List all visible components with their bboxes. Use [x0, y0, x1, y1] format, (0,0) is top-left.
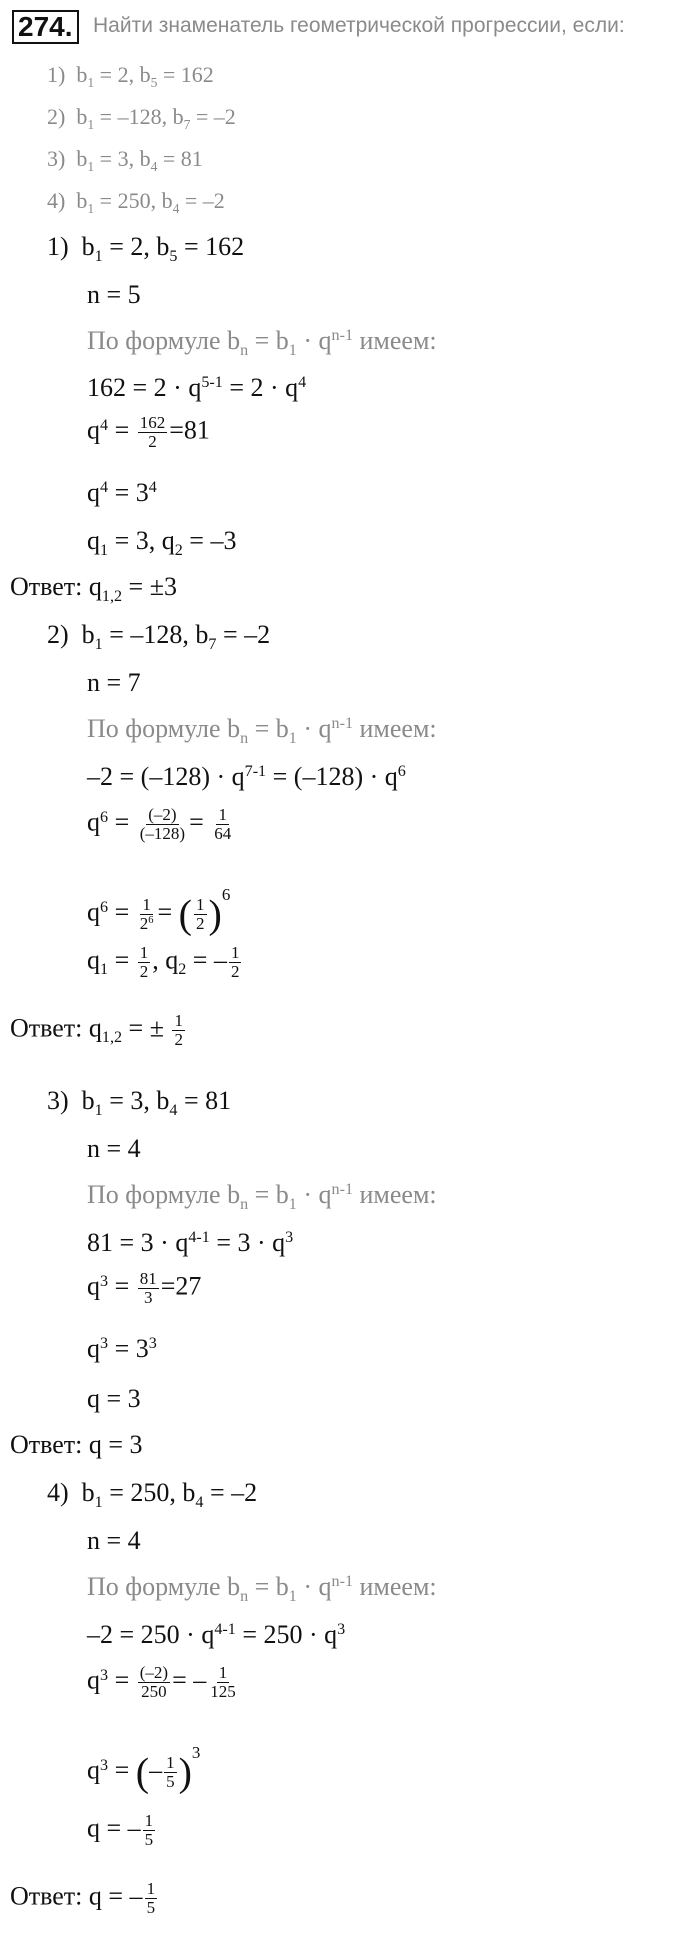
s2-line5: $q^6$ = $\frac{(-2)}{(-128)}$ = $\frac{1}{64}$	[87, 805, 232, 843]
s2-given: 2) $b_1 = -128$, $b_7 = -2$	[47, 620, 271, 653]
s2-line7: $q_1$ = $\frac{1}{2}$ , $q_2$ = – $\frac{1}{2}$	[87, 943, 240, 981]
s2-answer: Ответ: $q_{1,2}$ = ± $\frac{1}{2}$	[10, 1011, 183, 1049]
s4-given: 4) $b_1 = 250$, $b_4 = -2$	[47, 1478, 258, 1511]
s3-answer: Ответ: q = 3	[10, 1430, 143, 1459]
condition-4: 4) $b_1 = 250$, $b_4 = -2$	[47, 188, 225, 216]
s1-given: 1) $b_1 = 2$, $b_5 = 162$	[47, 232, 245, 265]
s3-formula: По формуле $b_n = b_1 \cdot q^{n-1}$ имеем:	[87, 1180, 437, 1213]
s1-line6: $q^4 = 3^4$	[87, 478, 157, 507]
s1-answer: Ответ: $q_{1,2} = \pm 3$	[10, 572, 177, 605]
task-statement: Найти знаменатель геометрической прогрессии, если:	[93, 14, 625, 37]
s3-given: 3) $b_1 = 3$, $b_4 = 81$	[47, 1086, 232, 1119]
s3-n: n = 4	[87, 1134, 141, 1163]
s2-n: n = 7	[87, 668, 141, 697]
task-number: 274.	[12, 10, 79, 44]
condition-1: 1) $b_1 = 2$, $b_5 = 162$	[47, 62, 214, 90]
s4-line7: q = – $\frac{1}{5}$	[87, 1811, 154, 1849]
s4-n: n = 4	[87, 1526, 141, 1555]
s3-line7: q = 3	[87, 1384, 141, 1413]
s3-line6: $q^3 = 3^3$	[87, 1334, 157, 1363]
s1-formula: По формуле $b_n = b_1 \cdot q^{n-1}$ имеем:	[87, 326, 437, 359]
s1-n: n = 5	[87, 280, 141, 309]
s1-line7: $q_1 = 3$, $q_2 = -3$	[87, 526, 237, 559]
condition-3: 3) $b_1 = 3$, $b_4 = 81$	[47, 146, 203, 174]
s2-line6: $q^6$ = $\frac{1}{2^6}$ = ( $\frac{1}{2}$ )$^6$	[87, 885, 231, 937]
s3-line5: $q^3$ = $\frac{81}{3}$ =27	[87, 1269, 202, 1307]
s4-line5: $q^3$ = $\frac{(-2)}{250}$ = – $\frac{1}{125}$	[87, 1663, 236, 1701]
s4-answer: Ответ: q = – $\frac{1}{5}$	[10, 1879, 156, 1917]
condition-2: 2) $b_1 = -128$, $b_7 = -2$	[47, 104, 236, 132]
s4-line6: $q^3$ = (– $\frac{1}{5}$ )$^3$	[87, 1743, 201, 1795]
s3-line4: $81 = 3 \cdot q^{4-1} = 3 \cdot q^3$	[87, 1228, 294, 1257]
s2-formula: По формуле $b_n = b_1 \cdot q^{n-1}$ имеем:	[87, 714, 437, 747]
s2-line4: $-2 = (-128) \cdot q^{7-1} = (-128) \cdot q^6$	[87, 762, 406, 791]
s1-line5: $q^4$ = $\frac{162}{2}$ =81	[87, 413, 210, 451]
s4-line4: $-2 = 250 \cdot q^{4-1} = 250 \cdot q^3$	[87, 1620, 346, 1649]
s4-formula: По формуле $b_n = b_1 \cdot q^{n-1}$ имеем:	[87, 1572, 437, 1605]
s1-line4: $162 = 2 \cdot q^{5-1} = 2 \cdot q^4$	[87, 373, 307, 402]
